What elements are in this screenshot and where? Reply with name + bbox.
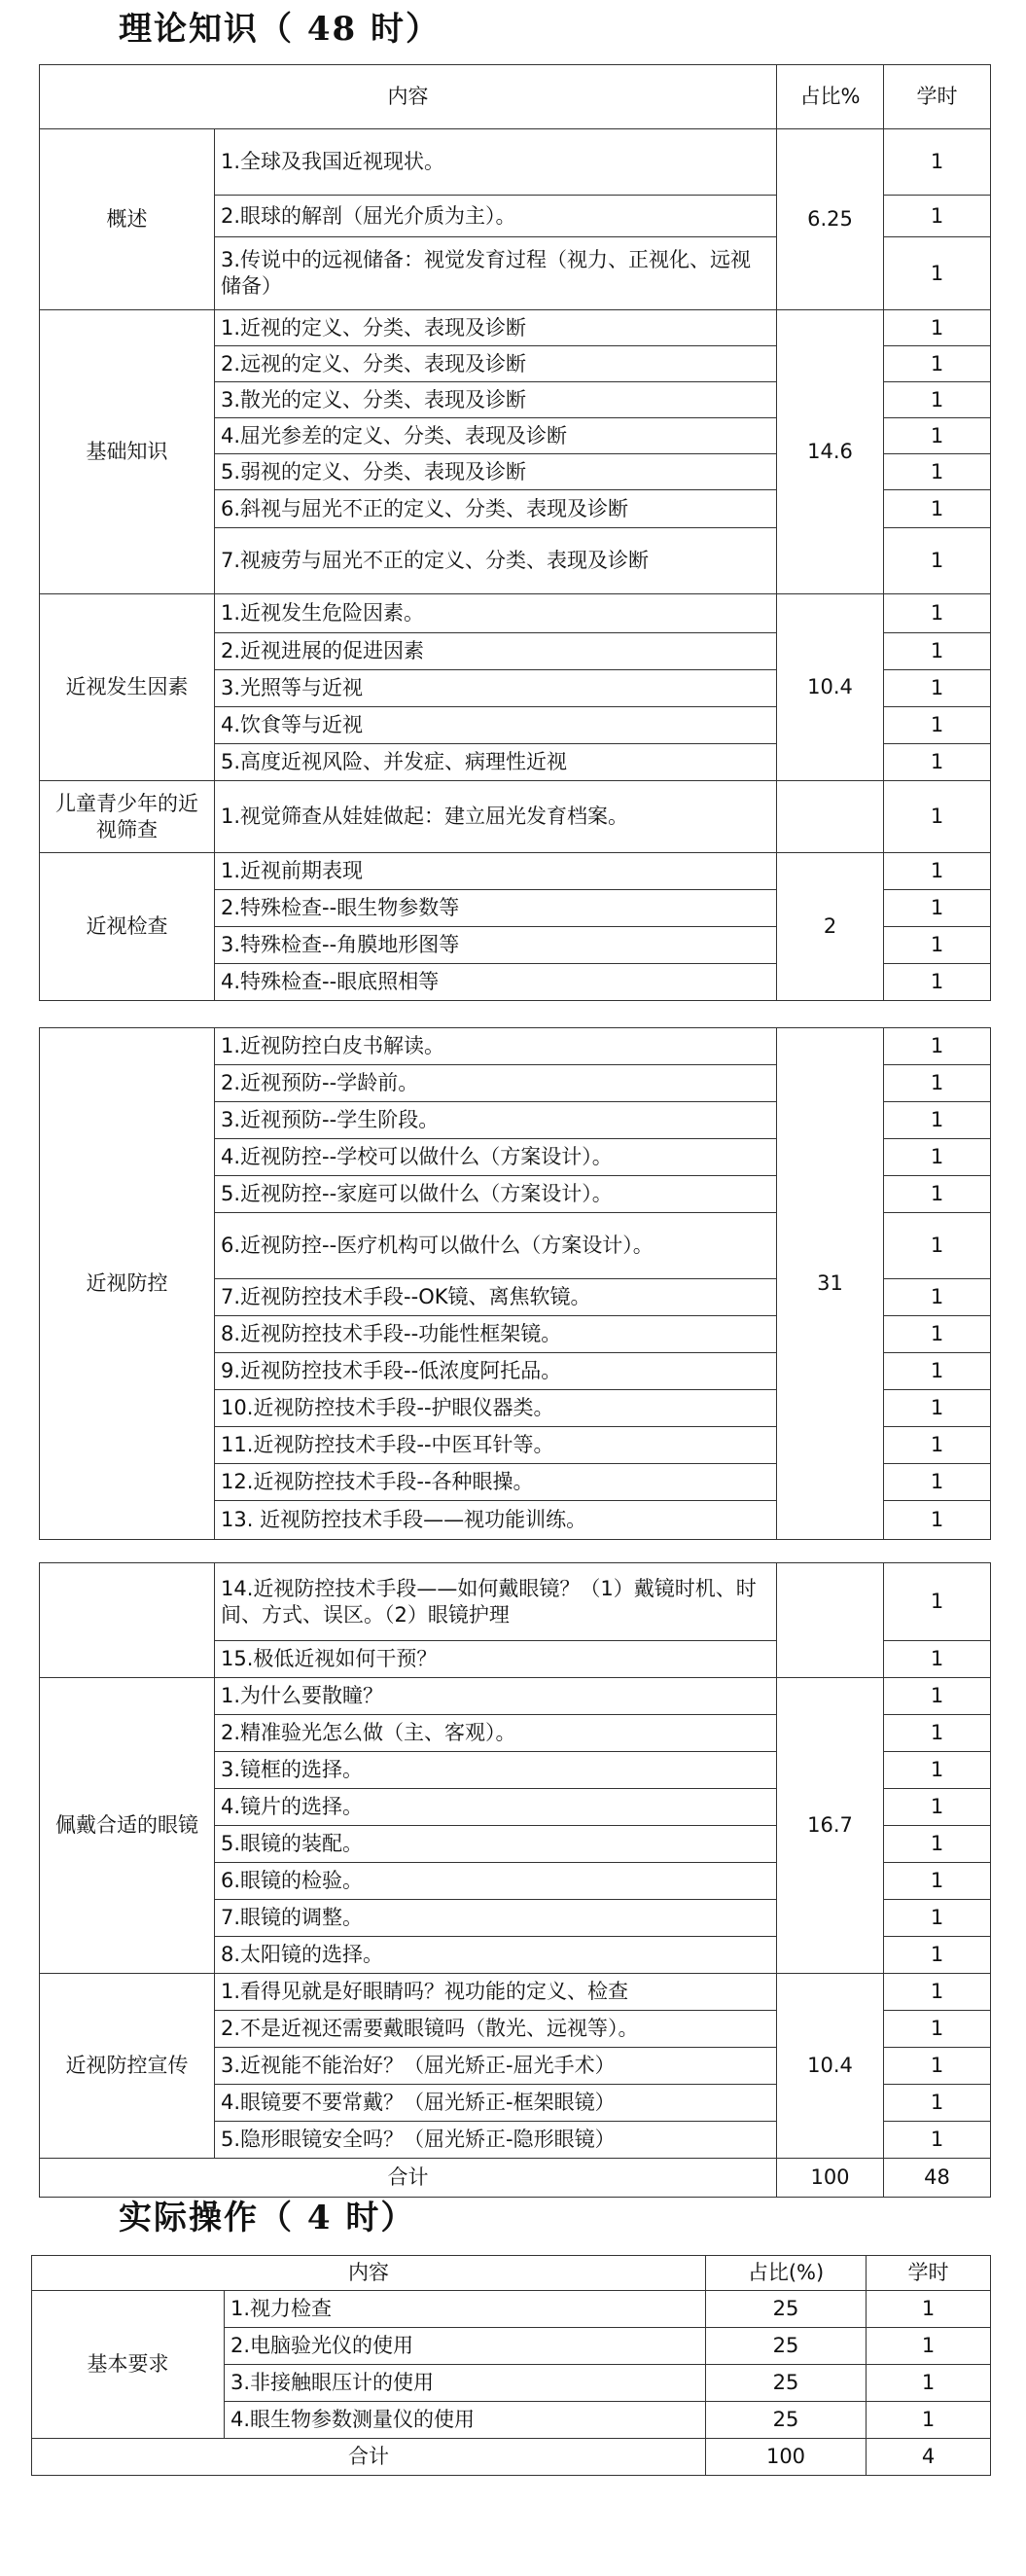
section-myopia-factors: 近视发生因素 [40, 594, 215, 781]
topic: 1.近视前期表现 [215, 853, 777, 890]
hours: 1 [884, 1427, 991, 1464]
hours: 1 [884, 1102, 991, 1139]
topic: 3.非接触眼压计的使用 [225, 2365, 706, 2402]
topic: 5.隐形眼镜安全吗？（屈光矫正-隐形眼镜） [215, 2122, 777, 2159]
table-row [40, 129, 991, 196]
topic: 2.精准验光怎么做（主、客观）。 [215, 1715, 777, 1752]
total-label: 合计 [40, 2159, 777, 2198]
total-pct: 100 [777, 2159, 884, 2198]
topic: 4.特殊检查--眼底照相等 [215, 964, 777, 1001]
section-pct [777, 781, 884, 853]
topic: 2.近视进展的促进因素 [215, 633, 777, 670]
header-hours: 学时 [884, 65, 991, 129]
pct: 25 [706, 2328, 867, 2365]
hours: 1 [884, 1900, 991, 1937]
table-row [40, 1678, 991, 1715]
topic: 1.全球及我国近视现状。 [215, 129, 777, 196]
section-blank [40, 1563, 215, 1678]
theory-table-part2 [39, 1027, 991, 1540]
hours: 1 [884, 1789, 991, 1826]
topic: 14.近视防控技术手段——如何戴眼镜？（1）戴镜时机、时间、方式、误区。（2）眼镜护理 [215, 1563, 777, 1641]
topic: 4.镜片的选择。 [215, 1789, 777, 1826]
topic: 12.近视防控技术手段--各种眼操。 [215, 1464, 777, 1501]
topic: 13. 近视防控技术手段——视功能训练。 [215, 1501, 777, 1540]
theory-table-part1 [39, 64, 991, 1001]
section-pct: 6.25 [777, 129, 884, 310]
pct: 25 [706, 2291, 867, 2328]
topic: 3.近视能不能治好？（屈光矫正-屈光手术） [215, 2048, 777, 2085]
topic: 3.光照等与近视 [215, 670, 777, 707]
topic: 6.斜视与屈光不正的定义、分类、表现及诊断 [215, 490, 777, 528]
section-myopia-control: 近视防控 [40, 1028, 215, 1540]
table-row [40, 1563, 991, 1641]
hours: 1 [884, 964, 991, 1001]
total-label: 合计 [32, 2439, 706, 2476]
section-overview: 概述 [40, 129, 215, 310]
hours: 1 [884, 2122, 991, 2159]
section-pct [777, 1563, 884, 1678]
topic: 2.远视的定义、分类、表现及诊断 [215, 346, 777, 382]
topic: 5.眼镜的装配。 [215, 1826, 777, 1863]
section-publicity: 近视防控宣传 [40, 1974, 215, 2159]
topic: 1.近视防控白皮书解读。 [215, 1028, 777, 1065]
topic: 10.近视防控技术手段--护眼仪器类。 [215, 1390, 777, 1427]
table-row [40, 853, 991, 890]
hours: 1 [884, 129, 991, 196]
section-pct: 31 [777, 1028, 884, 1540]
topic: 4.饮食等与近视 [215, 707, 777, 744]
hours: 1 [884, 1501, 991, 1540]
pct: 25 [706, 2402, 867, 2439]
topic: 15.极低近视如何干预？ [215, 1641, 777, 1678]
table-row [40, 1028, 991, 1065]
hours: 1 [884, 1641, 991, 1678]
total-pct: 100 [706, 2439, 867, 2476]
hours: 1 [884, 1353, 991, 1390]
header-pct: 占比(%) [706, 2256, 867, 2291]
topic: 1.为什么要散瞳？ [215, 1678, 777, 1715]
topic: 1.视力检查 [225, 2291, 706, 2328]
hours: 1 [884, 1028, 991, 1065]
hours: 1 [884, 490, 991, 528]
hours: 1 [884, 707, 991, 744]
topic: 8.近视防控技术手段--功能性框架镜。 [215, 1316, 777, 1353]
hours: 1 [884, 1715, 991, 1752]
hours: 1 [884, 2085, 991, 2122]
practice-title: 实际操作（ 4 时） [119, 2199, 416, 2237]
table-header [32, 2256, 991, 2291]
header-content: 内容 [40, 65, 777, 129]
hours: 1 [884, 1213, 991, 1279]
topic: 2.眼球的解剖（屈光介质为主）。 [215, 196, 777, 237]
hours: 1 [884, 418, 991, 454]
hours: 1 [884, 633, 991, 670]
hours: 1 [884, 1937, 991, 1974]
topic: 9.近视防控技术手段--低浓度阿托品。 [215, 1353, 777, 1390]
hours: 1 [884, 196, 991, 237]
section-pct: 10.4 [777, 594, 884, 781]
theory-title: 理论知识（ 48 时） [119, 10, 441, 49]
hours: 1 [884, 382, 991, 418]
hours: 1 [884, 781, 991, 853]
total-hours: 4 [867, 2439, 991, 2476]
section-pct: 10.4 [777, 1974, 884, 2159]
hours: 1 [884, 1279, 991, 1316]
hours: 1 [884, 237, 991, 310]
section-pct: 16.7 [777, 1678, 884, 1974]
hours: 1 [884, 1974, 991, 2011]
header-hours: 学时 [867, 2256, 991, 2291]
section-myopia-exam: 近视检查 [40, 853, 215, 1001]
topic: 4.近视防控--学校可以做什么（方案设计）。 [215, 1139, 777, 1176]
hours: 1 [884, 1176, 991, 1213]
section-proper-glasses: 佩戴合适的眼镜 [40, 1678, 215, 1974]
topic: 7.视疲劳与屈光不正的定义、分类、表现及诊断 [215, 528, 777, 594]
topic: 7.眼镜的调整。 [215, 1900, 777, 1937]
topic: 4.眼镜要不要常戴？（屈光矫正-框架眼镜） [215, 2085, 777, 2122]
hours: 1 [884, 1863, 991, 1900]
header-pct: 占比% [777, 65, 884, 129]
hours: 1 [884, 594, 991, 633]
topic: 4.屈光参差的定义、分类、表现及诊断 [215, 418, 777, 454]
topic: 1.近视发生危险因素。 [215, 594, 777, 633]
hours: 1 [884, 528, 991, 594]
table-row [40, 1974, 991, 2011]
theory-table-part3 [39, 1562, 991, 2198]
hours: 1 [884, 1464, 991, 1501]
topic: 3.镜框的选择。 [215, 1752, 777, 1789]
topic: 2.特殊检查--眼生物参数等 [215, 890, 777, 927]
total-hours: 48 [884, 2159, 991, 2198]
hours: 1 [867, 2365, 991, 2402]
topic: 2.不是近视还需要戴眼镜吗（散光、远视等）。 [215, 2011, 777, 2048]
topic: 3.散光的定义、分类、表现及诊断 [215, 382, 777, 418]
section-pct: 2 [777, 853, 884, 1001]
hours: 1 [884, 1752, 991, 1789]
topic: 2.近视预防--学龄前。 [215, 1065, 777, 1102]
hours: 1 [884, 744, 991, 781]
topic: 5.高度近视风险、并发症、病理性近视 [215, 744, 777, 781]
hours: 1 [884, 2048, 991, 2085]
hours: 1 [884, 454, 991, 490]
hours: 1 [884, 1826, 991, 1863]
topic: 3.特殊检查--角膜地形图等 [215, 927, 777, 964]
hours: 1 [867, 2402, 991, 2439]
topic: 3.近视预防--学生阶段。 [215, 1102, 777, 1139]
topic: 11.近视防控技术手段--中医耳针等。 [215, 1427, 777, 1464]
hours: 1 [884, 890, 991, 927]
hours: 1 [867, 2291, 991, 2328]
hours: 1 [884, 346, 991, 382]
hours: 1 [884, 1139, 991, 1176]
topic: 7.近视防控技术手段--OK镜、离焦软镜。 [215, 1279, 777, 1316]
pct: 25 [706, 2365, 867, 2402]
topic: 6.近视防控--医疗机构可以做什么（方案设计）。 [215, 1213, 777, 1279]
topic: 8.太阳镜的选择。 [215, 1937, 777, 1974]
topic: 5.弱视的定义、分类、表现及诊断 [215, 454, 777, 490]
hours: 1 [884, 670, 991, 707]
topic: 2.电脑验光仪的使用 [225, 2328, 706, 2365]
topic: 4.眼生物参数测量仪的使用 [225, 2402, 706, 2439]
table-row [32, 2291, 991, 2328]
topic: 5.近视防控--家庭可以做什么（方案设计）。 [215, 1176, 777, 1213]
table-header [40, 65, 991, 129]
topic: 1.近视的定义、分类、表现及诊断 [215, 310, 777, 346]
total-row [32, 2439, 991, 2476]
topic: 6.眼镜的检验。 [215, 1863, 777, 1900]
section-basic-requirements: 基本要求 [32, 2291, 225, 2439]
hours: 1 [884, 1065, 991, 1102]
section-screening: 儿童青少年的近视筛查 [40, 781, 215, 853]
practice-table [31, 2255, 991, 2476]
hours: 1 [867, 2328, 991, 2365]
hours: 1 [884, 1316, 991, 1353]
header-content: 内容 [32, 2256, 706, 2291]
table-row [40, 781, 991, 853]
table-row [40, 594, 991, 633]
table-row [40, 310, 991, 346]
hours: 1 [884, 1390, 991, 1427]
hours: 1 [884, 2011, 991, 2048]
hours: 1 [884, 927, 991, 964]
section-pct: 14.6 [777, 310, 884, 594]
hours: 1 [884, 1563, 991, 1641]
topic: 3.传说中的远视储备：视觉发育过程（视力、正视化、远视储备） [215, 237, 777, 310]
topic: 1.视觉筛查从娃娃做起：建立屈光发育档案。 [215, 781, 777, 853]
topic: 1.看得见就是好眼睛吗？视功能的定义、检查 [215, 1974, 777, 2011]
hours: 1 [884, 1678, 991, 1715]
hours: 1 [884, 310, 991, 346]
hours: 1 [884, 853, 991, 890]
section-basics: 基础知识 [40, 310, 215, 594]
